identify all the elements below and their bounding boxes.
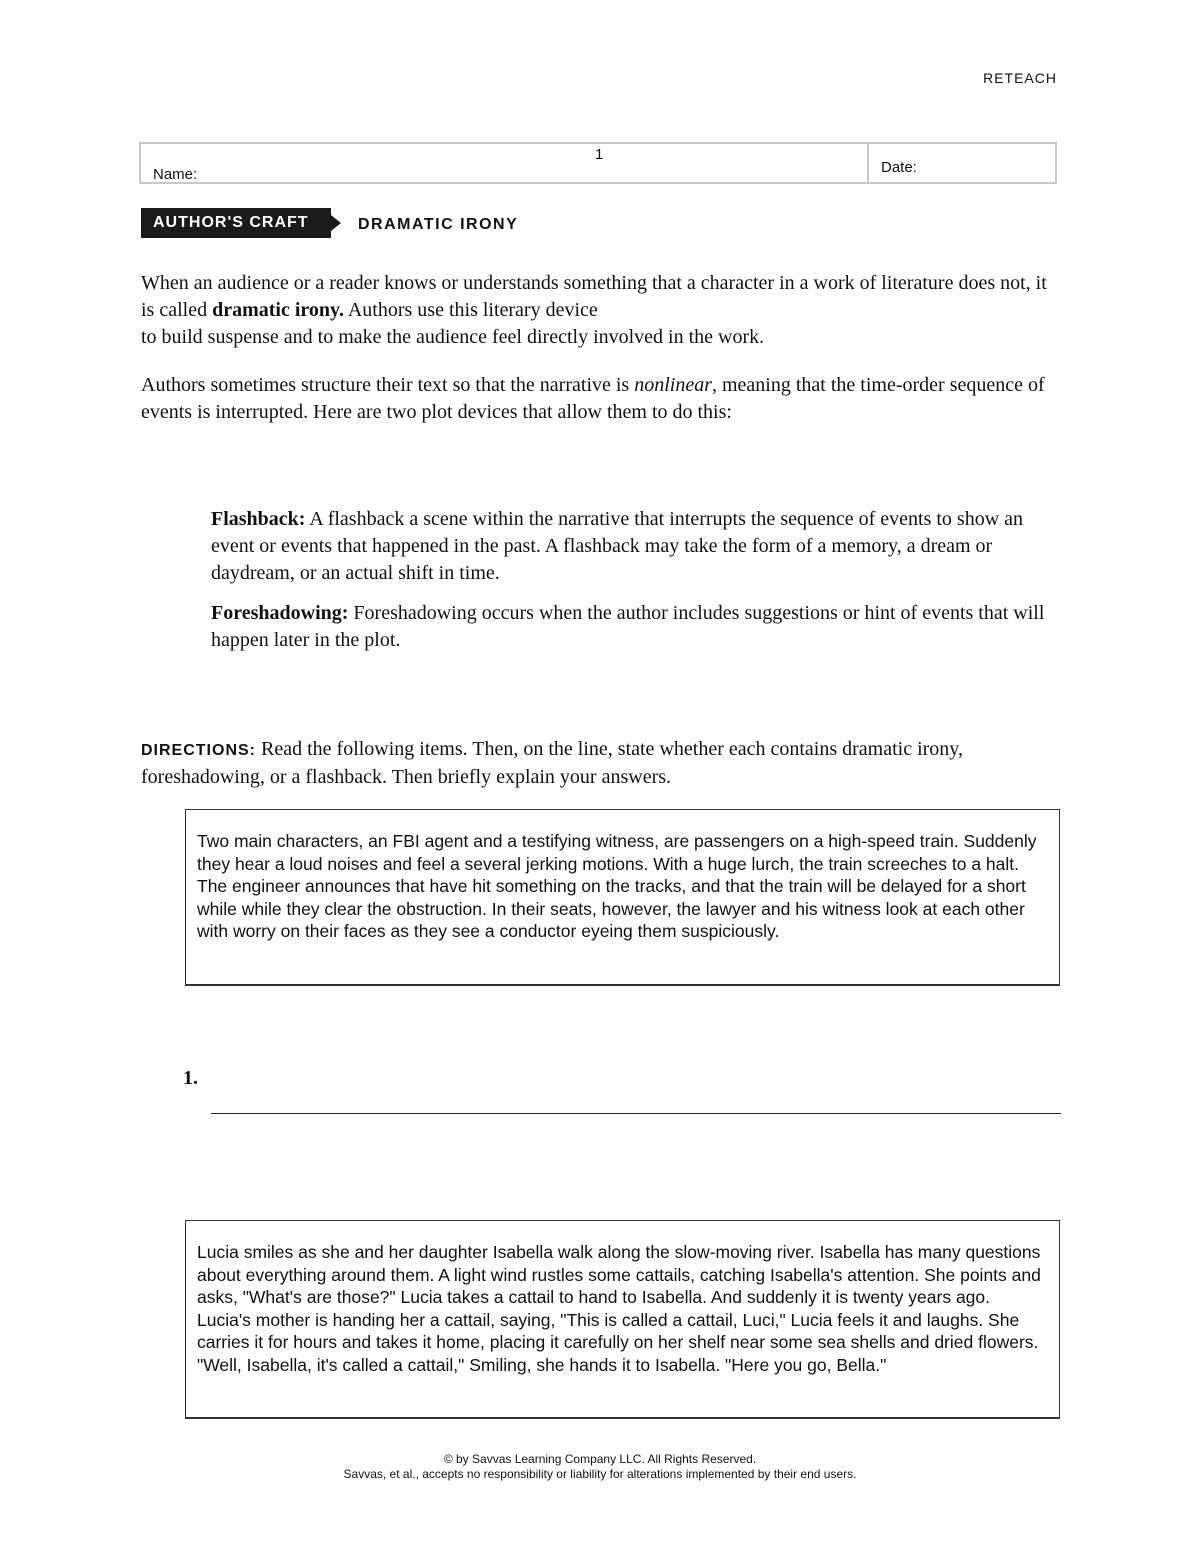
footer-copyright: © by Savvas Learning Company LLC. All Rights Reserved.: [443, 1452, 757, 1466]
intro-p1-after: Authors use this literary device: [343, 299, 598, 321]
item-number-1: 1.: [183, 1067, 198, 1089]
definition-text: Foreshadowing occurs when the author includes suggestions or hint of events that will happen later in the plot.: [211, 602, 1045, 651]
intro-p1-line3: to build suspense and to make the audience feel directly involved in the work.: [141, 326, 765, 348]
passage-box-1: Two main characters, an FBI agent and a testifying witness, are passengers on a high-speed train. Suddenly they hear a loud noises and feel a several jerking motions. With a huge lurch, the train screeches to a halt. The engineer announces that have hit something on the tracks, and that the train will be delayed for a short while while they clear the obstruction. In their seats, however, the lawyer and his witness look at each other with worry on their faces as they see a conductor eyeing them suspiciously.: [185, 809, 1060, 986]
footer-disclaimer: Savvas, et al., accepts no responsibility or liability for alterations implemented by their end users.: [343, 1467, 857, 1481]
directions: [141, 736, 1061, 791]
section-title: DRAMATIC IRONY: [358, 216, 519, 233]
directions-label: DIRECTIONS:: [141, 742, 256, 759]
name-date-box: [139, 142, 1057, 184]
badge-arrow-icon: [331, 215, 341, 231]
name-date-divider: [867, 144, 869, 182]
date-label: Date:: [881, 159, 917, 176]
directions-text: Read the following items. Then, on the line, state whether each contains dramatic irony, foreshadowing, or a flashback. Then briefly explain your answers.: [141, 738, 964, 788]
intro-paragraph-1: [141, 270, 1061, 351]
intro-p2-after: , meaning that the time-order sequence of events is interrupted. Here are two plot devices that allow them to do this:: [141, 374, 1045, 423]
intro-p1-text: When an audience or a reader knows or understands something that a character in a work of literature does not, it is called: [141, 272, 1047, 321]
authors-craft-badge: AUTHOR'S CRAFT: [141, 208, 331, 238]
answer-line-1[interactable]: [211, 1113, 1061, 1114]
definition-term: Foreshadowing:: [211, 602, 349, 624]
reteach-label: RETEACH: [983, 70, 1057, 86]
name-label: Name:: [153, 166, 198, 183]
page-number: 1: [595, 146, 604, 163]
definition-term: Flashback:: [211, 508, 306, 530]
intro-p2-text: Authors sometimes structure their text so that the narrative is: [141, 374, 635, 396]
definition-flashback: [211, 506, 1061, 587]
intro-p2-term: nonlinear: [634, 374, 712, 396]
intro-p1-term: dramatic irony.: [212, 299, 344, 321]
definition-text: A flashback a scene within the narrative that interrupts the sequence of events to show an event or events that happened in the past. A flashback may take the form of a memory, a dream or daydream, or an actual shift in time.: [211, 508, 1024, 584]
passage-box-2: Lucia smiles as she and her daughter Isabella walk along the slow-moving river. Isabella has many questions about everything around them. A light wind rustles some cattails, catching Isabella's attention. She points and asks, "What's are those?" Lucia takes a cattail to hand to Isabella. And suddenly it is twenty years ago. Lucia's mother is handing her a cattail, saying, "This is called a cattail, Luci," Lucia feels it and laughs. She carries it for hours and takes it home, placing it carefully on her shelf near some sea shells and dried flowers. "Well, Isabella, it's called a cattail," Smiling, she hands it to Isabella. "Here you go, Bella.": [185, 1220, 1060, 1419]
intro-paragraph-2: [141, 372, 1061, 426]
definition-foreshadowing: [211, 600, 1061, 654]
